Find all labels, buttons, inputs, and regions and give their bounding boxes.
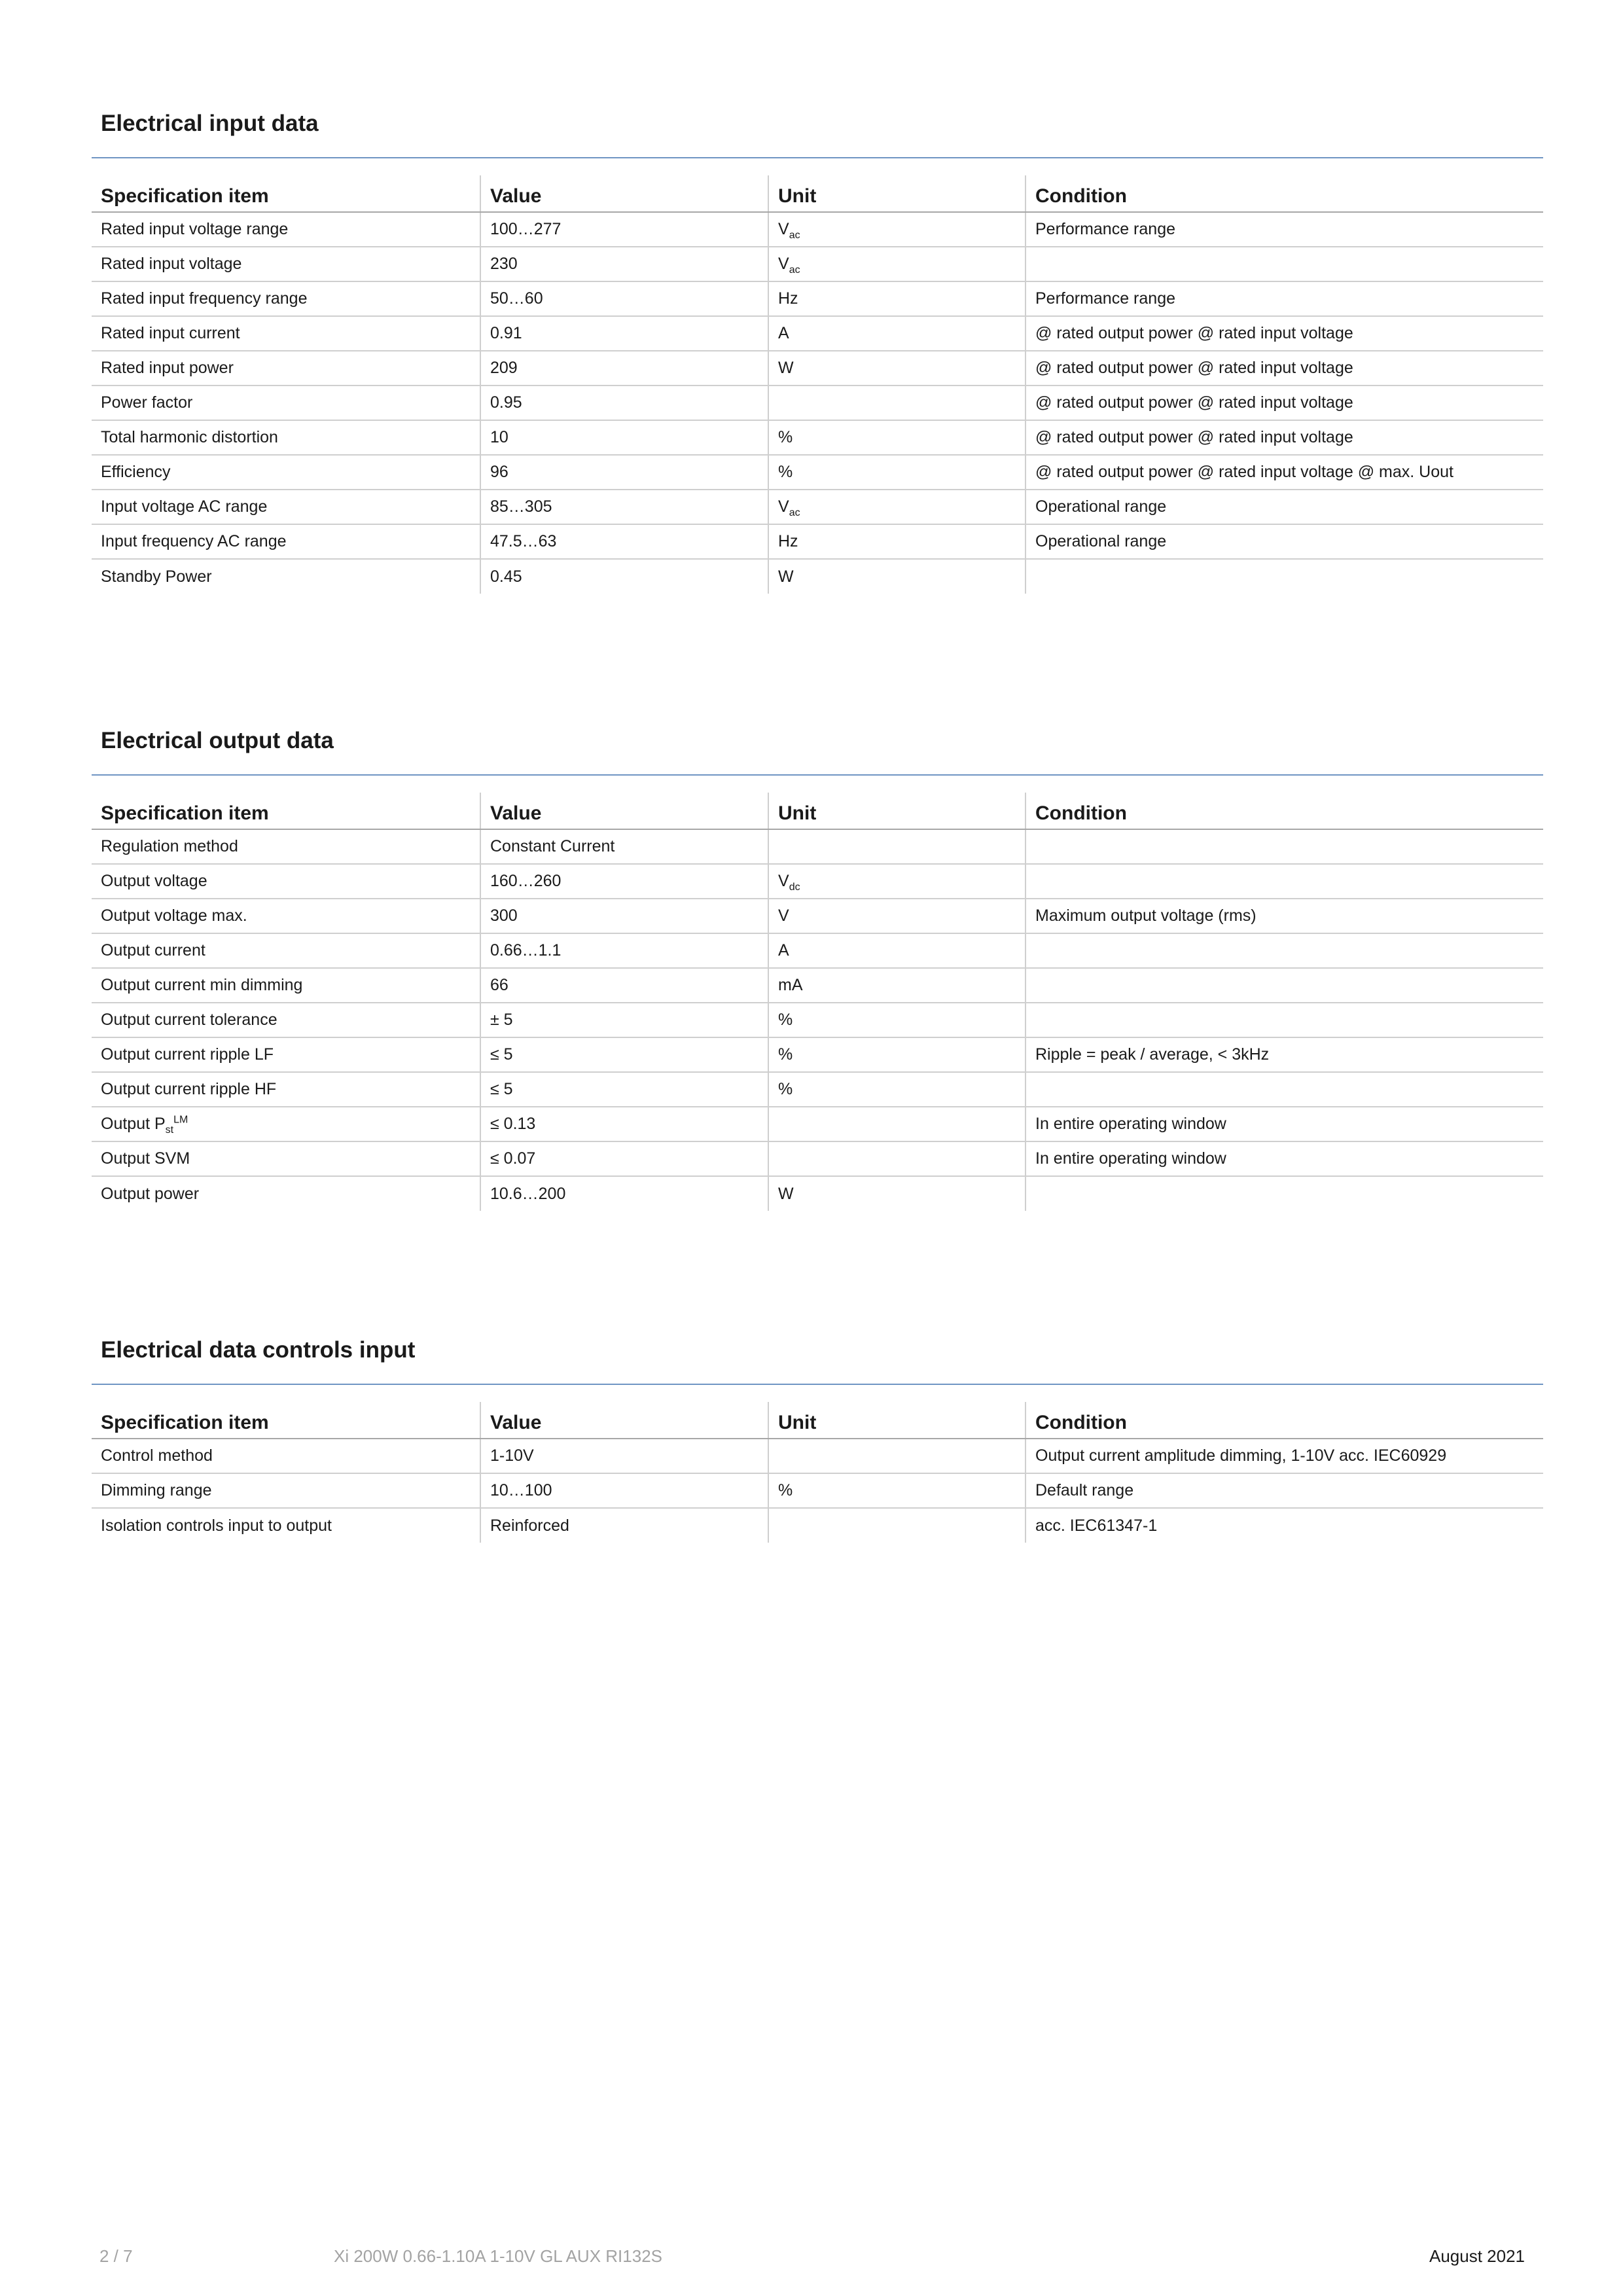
cell-value: 0.66…1.1: [480, 933, 768, 968]
header-spec-item: Specification item: [92, 1402, 480, 1439]
table-row: [92, 247, 1543, 281]
cell-condition: [1026, 559, 1543, 594]
cell-unit: [768, 1439, 1026, 1473]
table-row: [92, 316, 1543, 351]
table-header-row: [92, 1402, 1543, 1439]
cell-condition: In entire operating window: [1026, 1107, 1543, 1141]
cell-unit: [768, 864, 1026, 899]
cell-condition: [1026, 1176, 1543, 1211]
cell-value: 50…60: [480, 281, 768, 316]
cell-value: 0.45: [480, 559, 768, 594]
cell-value: ≤ 0.07: [480, 1141, 768, 1176]
unit-subscript: dc: [789, 882, 800, 893]
cell-unit: [768, 829, 1026, 864]
spec-item-text: Efficiency: [101, 463, 171, 481]
cell-spec-item: [92, 968, 480, 1003]
cell-condition: @ rated output power @ rated input voltage: [1026, 420, 1543, 455]
cell-value: 160…260: [480, 864, 768, 899]
table-row: [92, 1003, 1543, 1037]
cell-spec-item: [92, 420, 480, 455]
cell-condition: Output current amplitude dimming, 1-10V acc. IEC60929: [1026, 1439, 1543, 1473]
footer-page-number: 2 / 7: [99, 2246, 133, 2266]
unit-text: Hz: [778, 289, 798, 308]
table-row: [92, 420, 1543, 455]
cell-value: ± 5: [480, 1003, 768, 1037]
spec-item-text: Output P: [101, 1115, 166, 1133]
cell-unit: [768, 455, 1026, 490]
cell-condition: Maximum output voltage (rms): [1026, 899, 1543, 933]
table-row: [92, 559, 1543, 594]
cell-condition: Default range: [1026, 1473, 1543, 1508]
cell-value: 1-10V: [480, 1439, 768, 1473]
table-row: [92, 1473, 1543, 1508]
cell-unit: [768, 247, 1026, 281]
table-row: [92, 864, 1543, 899]
cell-condition: @ rated output power @ rated input voltage @ max. Uout: [1026, 455, 1543, 490]
table-row: [92, 212, 1543, 247]
cell-unit: [768, 1003, 1026, 1037]
cell-unit: [768, 281, 1026, 316]
cell-condition: [1026, 968, 1543, 1003]
cell-unit: [768, 899, 1026, 933]
cell-value: 209: [480, 351, 768, 386]
unit-text: %: [778, 428, 793, 446]
spec-item-text: Control method: [101, 1446, 213, 1465]
cell-spec-item: [92, 281, 480, 316]
unit-subscript: ac: [789, 507, 800, 518]
cell-spec-item: [92, 1003, 480, 1037]
cell-condition: [1026, 829, 1543, 864]
table-row: [92, 1176, 1543, 1211]
cell-spec-item: [92, 933, 480, 968]
cell-spec-item: [92, 1037, 480, 1072]
cell-unit: [768, 420, 1026, 455]
cell-unit: [768, 386, 1026, 420]
unit-text: %: [778, 1481, 793, 1499]
cell-condition: Ripple = peak / average, < 3kHz: [1026, 1037, 1543, 1072]
cell-value: Reinforced: [480, 1508, 768, 1543]
cell-value: 10…100: [480, 1473, 768, 1508]
cell-value: 10.6…200: [480, 1176, 768, 1211]
cell-spec-item: [92, 247, 480, 281]
table-row: [92, 1508, 1543, 1543]
spec-table-input: [92, 175, 1543, 594]
header-unit: Unit: [768, 793, 1026, 829]
cell-condition: In entire operating window: [1026, 1141, 1543, 1176]
section-title: Electrical data controls input: [101, 1337, 416, 1363]
cell-spec-item: [92, 212, 480, 247]
unit-text: %: [778, 1045, 793, 1064]
spec-item-text: Output current ripple LF: [101, 1045, 274, 1064]
cell-value: 96: [480, 455, 768, 490]
table-row: [92, 1141, 1543, 1176]
spec-item-text: Output SVM: [101, 1149, 190, 1168]
table-row: [92, 455, 1543, 490]
spec-item-text: Output voltage max.: [101, 906, 247, 925]
header-condition: Condition: [1026, 1402, 1543, 1439]
cell-value: ≤ 5: [480, 1072, 768, 1107]
cell-unit: [768, 968, 1026, 1003]
section-divider: [92, 1384, 1543, 1385]
cell-unit: [768, 559, 1026, 594]
spec-item-text: Output current: [101, 941, 205, 960]
spec-item-text: Input frequency AC range: [101, 532, 287, 550]
spec-item-text: Power factor: [101, 393, 193, 412]
unit-text: A: [778, 324, 789, 342]
cell-spec-item: [92, 455, 480, 490]
cell-value: 66: [480, 968, 768, 1003]
cell-condition: acc. IEC61347-1: [1026, 1508, 1543, 1543]
cell-value: 0.91: [480, 316, 768, 351]
cell-unit: [768, 1176, 1026, 1211]
header-spec-item: Specification item: [92, 793, 480, 829]
cell-value: 300: [480, 899, 768, 933]
cell-condition: @ rated output power @ rated input voltage: [1026, 351, 1543, 386]
spec-item-text: Rated input voltage range: [101, 220, 289, 238]
table-header-row: [92, 175, 1543, 212]
cell-value: 230: [480, 247, 768, 281]
unit-subscript: ac: [789, 230, 800, 241]
cell-value: 10: [480, 420, 768, 455]
header-condition: Condition: [1026, 793, 1543, 829]
spec-item-text: Isolation controls input to output: [101, 1516, 332, 1535]
unit-text: %: [778, 463, 793, 481]
unit-text: A: [778, 941, 789, 960]
cell-condition: [1026, 247, 1543, 281]
section-title: Electrical input data: [101, 111, 319, 136]
unit-text: mA: [778, 976, 803, 994]
cell-spec-item: [92, 1508, 480, 1543]
header-value: Value: [480, 793, 768, 829]
spec-item-text: Rated input power: [101, 359, 234, 377]
header-value: Value: [480, 175, 768, 212]
table-row: [92, 933, 1543, 968]
unit-subscript: ac: [789, 264, 800, 276]
cell-spec-item: [92, 1107, 480, 1141]
unit-text: V: [778, 872, 789, 890]
table-row: [92, 386, 1543, 420]
spec-item-subscript: st: [165, 1124, 174, 1136]
cell-value: 100…277: [480, 212, 768, 247]
cell-value: ≤ 5: [480, 1037, 768, 1072]
table-row: [92, 968, 1543, 1003]
section-divider: [92, 157, 1543, 158]
unit-text: V: [778, 497, 789, 516]
cell-unit: [768, 1072, 1026, 1107]
cell-spec-item: [92, 524, 480, 559]
unit-text: %: [778, 1080, 793, 1098]
spec-item-text: Rated input voltage: [101, 255, 242, 273]
spec-item-text: Output current ripple HF: [101, 1080, 277, 1098]
spec-item-text: Output current tolerance: [101, 1011, 277, 1029]
table-row: [92, 524, 1543, 559]
cell-unit: [768, 524, 1026, 559]
cell-value: 0.95: [480, 386, 768, 420]
cell-value: 47.5…63: [480, 524, 768, 559]
cell-spec-item: [92, 490, 480, 524]
table-row: [92, 351, 1543, 386]
unit-text: %: [778, 1011, 793, 1029]
spec-item-text: Input voltage AC range: [101, 497, 268, 516]
spec-item-text: Output power: [101, 1184, 200, 1203]
table-row: [92, 1072, 1543, 1107]
cell-condition: @ rated output power @ rated input voltage: [1026, 316, 1543, 351]
table-row: [92, 899, 1543, 933]
cell-spec-item: [92, 1439, 480, 1473]
spec-item-text: Total harmonic distortion: [101, 428, 278, 446]
cell-value: ≤ 0.13: [480, 1107, 768, 1141]
header-condition: Condition: [1026, 175, 1543, 212]
cell-spec-item: [92, 316, 480, 351]
section-divider: [92, 774, 1543, 776]
cell-spec-item: [92, 1141, 480, 1176]
cell-value: Constant Current: [480, 829, 768, 864]
header-unit: Unit: [768, 1402, 1026, 1439]
cell-condition: [1026, 864, 1543, 899]
spec-item-text: Rated input current: [101, 324, 240, 342]
spec-item-text: Standby Power: [101, 567, 212, 586]
table-row: [92, 490, 1543, 524]
header-value: Value: [480, 1402, 768, 1439]
table-row: [92, 1037, 1543, 1072]
cell-spec-item: [92, 899, 480, 933]
spec-item-text: Regulation method: [101, 837, 238, 855]
unit-text: W: [778, 567, 794, 586]
unit-text: W: [778, 359, 794, 377]
cell-value: 85…305: [480, 490, 768, 524]
table-row: [92, 1439, 1543, 1473]
cell-spec-item: [92, 386, 480, 420]
cell-unit: [768, 351, 1026, 386]
spec-item-text: Rated input frequency range: [101, 289, 308, 308]
table-row: [92, 829, 1543, 864]
table-row: [92, 1107, 1543, 1141]
cell-unit: [768, 1141, 1026, 1176]
cell-condition: Performance range: [1026, 281, 1543, 316]
cell-spec-item: [92, 1072, 480, 1107]
cell-unit: [768, 490, 1026, 524]
section-title: Electrical output data: [101, 728, 334, 753]
spec-item-text: Dimming range: [101, 1481, 212, 1499]
spec-item-superscript: LM: [173, 1114, 188, 1126]
spec-item-text: Output voltage: [101, 872, 207, 890]
spec-table-output: [92, 793, 1543, 1211]
unit-text: V: [778, 220, 789, 238]
cell-condition: [1026, 933, 1543, 968]
spec-item-text: Output current min dimming: [101, 976, 303, 994]
table-row: [92, 281, 1543, 316]
cell-spec-item: [92, 829, 480, 864]
cell-unit: [768, 316, 1026, 351]
header-spec-item: Specification item: [92, 175, 480, 212]
unit-text: W: [778, 1184, 794, 1203]
unit-text: V: [778, 255, 789, 273]
footer-date: August 2021: [1429, 2246, 1525, 2266]
cell-unit: [768, 933, 1026, 968]
cell-unit: [768, 1107, 1026, 1141]
cell-spec-item: [92, 559, 480, 594]
cell-unit: [768, 1037, 1026, 1072]
cell-unit: [768, 212, 1026, 247]
footer-product-name: Xi 200W 0.66-1.10A 1-10V GL AUX RI132S: [334, 2246, 662, 2266]
spec-table-controls: [92, 1402, 1543, 1543]
cell-spec-item: [92, 351, 480, 386]
cell-unit: [768, 1473, 1026, 1508]
cell-condition: Performance range: [1026, 212, 1543, 247]
cell-condition: @ rated output power @ rated input voltage: [1026, 386, 1543, 420]
unit-text: Hz: [778, 532, 798, 550]
table-header-row: [92, 793, 1543, 829]
cell-spec-item: [92, 1176, 480, 1211]
unit-text: V: [778, 906, 789, 925]
cell-condition: Operational range: [1026, 524, 1543, 559]
cell-unit: [768, 1508, 1026, 1543]
cell-spec-item: [92, 1473, 480, 1508]
cell-condition: [1026, 1003, 1543, 1037]
cell-condition: [1026, 1072, 1543, 1107]
cell-condition: Operational range: [1026, 490, 1543, 524]
cell-spec-item: [92, 864, 480, 899]
header-unit: Unit: [768, 175, 1026, 212]
